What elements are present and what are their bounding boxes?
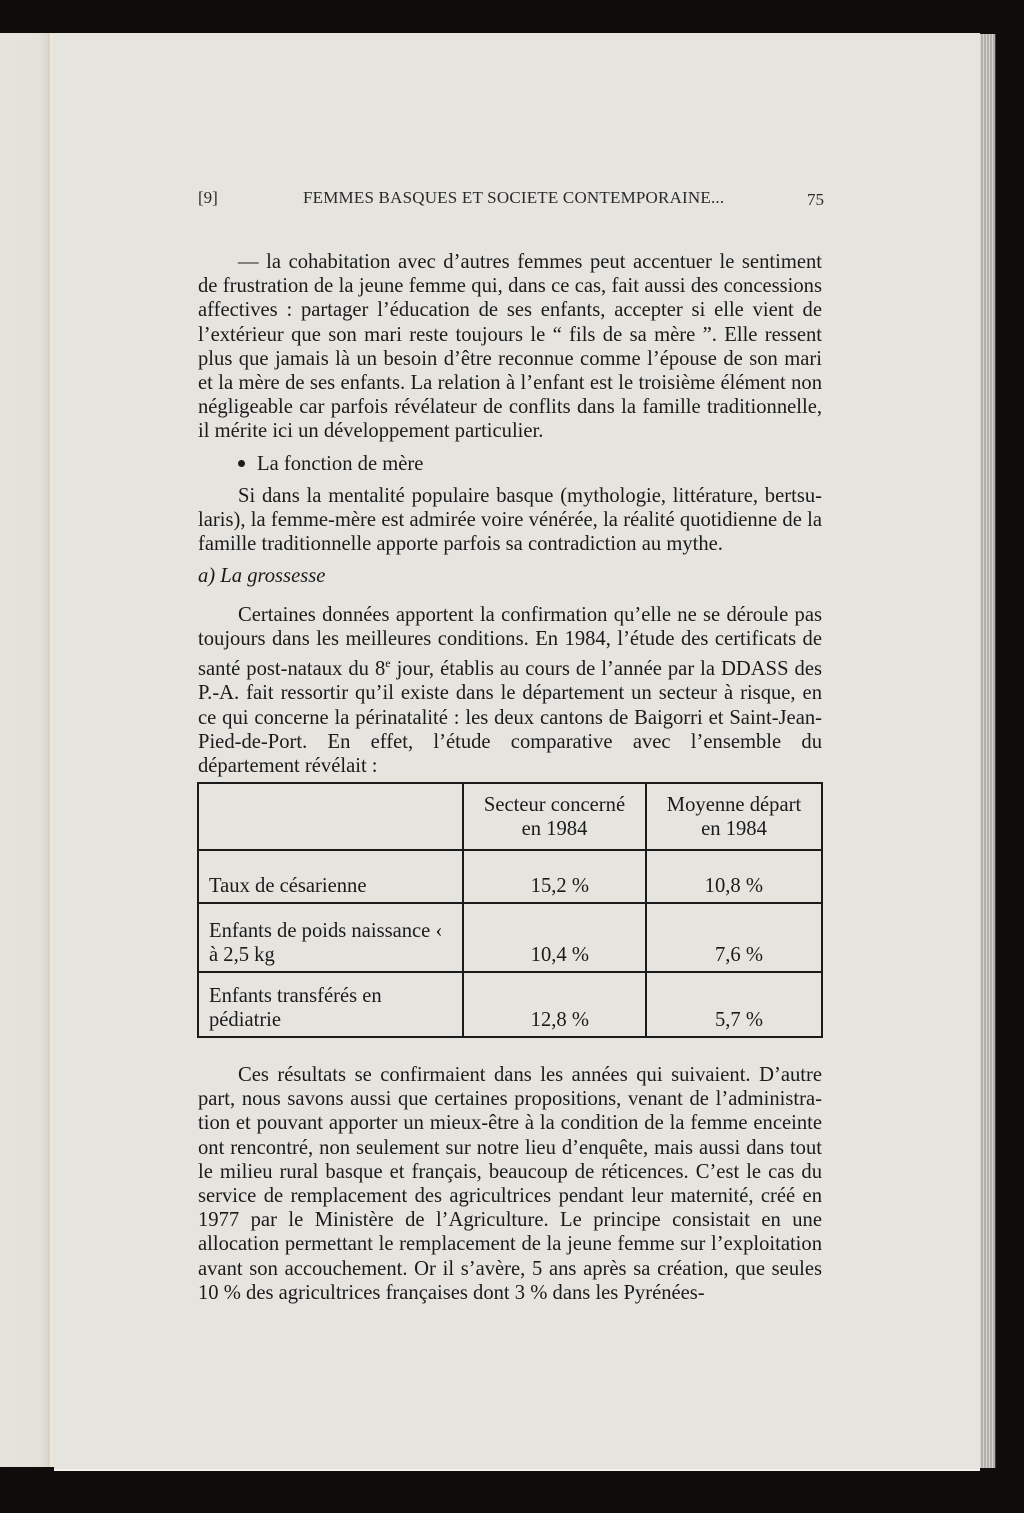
superscript-e: e	[385, 656, 391, 671]
section-heading-fonction-de-mere	[238, 453, 423, 476]
running-head	[198, 188, 824, 212]
paragraph-text-part1: Certaines données apportent la confirmation qu’elle ne se déroule pas toujours dans les meilleures conditions. En 1984, l’étude des certificats de santé post-nataux du 8	[198, 604, 822, 681]
paragraph-text	[198, 603, 822, 778]
paragraph-donnees	[198, 603, 822, 778]
bullet-icon	[238, 460, 245, 467]
row-label: Enfants de poids naissance ‹ à 2,5 kg	[198, 903, 463, 972]
cell-moyenne: 5,7 %	[646, 972, 822, 1037]
table-row	[198, 972, 822, 1037]
heading-text: La fonction de mère	[257, 453, 424, 475]
page-number: 75	[807, 190, 824, 209]
paragraph-text: Si dans la mentalité populaire basque (mythologie, littérature, bertsularis), la femme-mère est admirée voire vénérée, la réalité quotidienne de la famille traditionnelle apporte parfois sa contradiction au mythe.	[198, 485, 822, 556]
paragraph-text: — la cohabitation avec d’autres femmes peut accentuer le sentiment de frustration de la jeune femme qui, dans ce cas, fait aussi des concessions affectives : partager l’éducation de ses enfants, accepter si elle vient de l’extérieur que son mari reste toujours le “ fils de sa mère ”. Elle ressent plus que jamais là un besoin d’être reconnue comme l’épouse de son mari et la mère de ses enfants. La relation à l’enfant est le troisième élément non négligeable car parfois révélateur de conflits dans la famille traditionnelle, il mérite ici un développement particulier.	[198, 251, 822, 443]
perinatality-table	[197, 782, 823, 1038]
cell-moyenne: 10,8 %	[646, 850, 822, 903]
paragraph-text: Ces résultats se confirmaient dans les années qui suivaient. D’autre part, nous savons aussi que certaines propositions, venant de l’administration et pouvant apporter un mieux-être à la condition de la femme enceinte ont rencontré, non seulement sur notre lieu d’enquête, mais aussi dans tout le milieu rural basque et français, beaucoup de réticences. C’est le cas du service de remplacement des agricultrices pendant leur maternité, créé en 1977 par le Ministère de l’Agriculture. Le principe consistait en une allocation permettant le remplacement de la jeune femme sur l’exploitation avant son accouchement. Or il s’avère, 5 ans après sa création, que seules 10 % des agricultrices françaises dont 3 % dans les Pyrénées-	[198, 1064, 822, 1304]
paragraph-text-part2: jour, établis au cours de l’année par la DDASS des P.-A. fait ressortir qu’il existe dans le département un secteur à risque, en ce qui concerne la périnatalité : les deux cantons de Baigorri et Saint-Jean-Pied-de-Port. En effet, l’étude comparative avec l’ensemble du département révélait :	[198, 658, 822, 778]
table-header-empty	[198, 783, 463, 850]
table-header-row	[198, 783, 822, 850]
cell-moyenne: 7,6 %	[646, 903, 822, 972]
paragraph-mentalite	[198, 484, 822, 557]
section-number: [9]	[198, 188, 218, 207]
row-label: Enfants transférés en pédiatrie	[198, 972, 463, 1037]
paragraph-resultats	[198, 1063, 822, 1305]
left-page-edge	[0, 33, 50, 1467]
cell-secteur: 15,2 %	[463, 850, 646, 903]
table-row	[198, 903, 822, 972]
paragraph-cohabitation	[198, 250, 822, 444]
subsection-heading-grossesse: a) La grossesse	[198, 565, 326, 587]
row-label: Taux de césarienne	[198, 850, 463, 903]
cell-secteur: 12,8 %	[463, 972, 646, 1037]
running-title: FEMMES BASQUES ET SOCIETE CONTEMPORAINE...	[303, 188, 725, 207]
table-header-secteur: Secteur concerné en 1984	[463, 783, 646, 850]
cell-secteur: 10,4 %	[463, 903, 646, 972]
page-stack-edges	[980, 34, 996, 1468]
table-row	[198, 850, 822, 903]
table-header-moyenne: Moyenne départ en 1984	[646, 783, 822, 850]
